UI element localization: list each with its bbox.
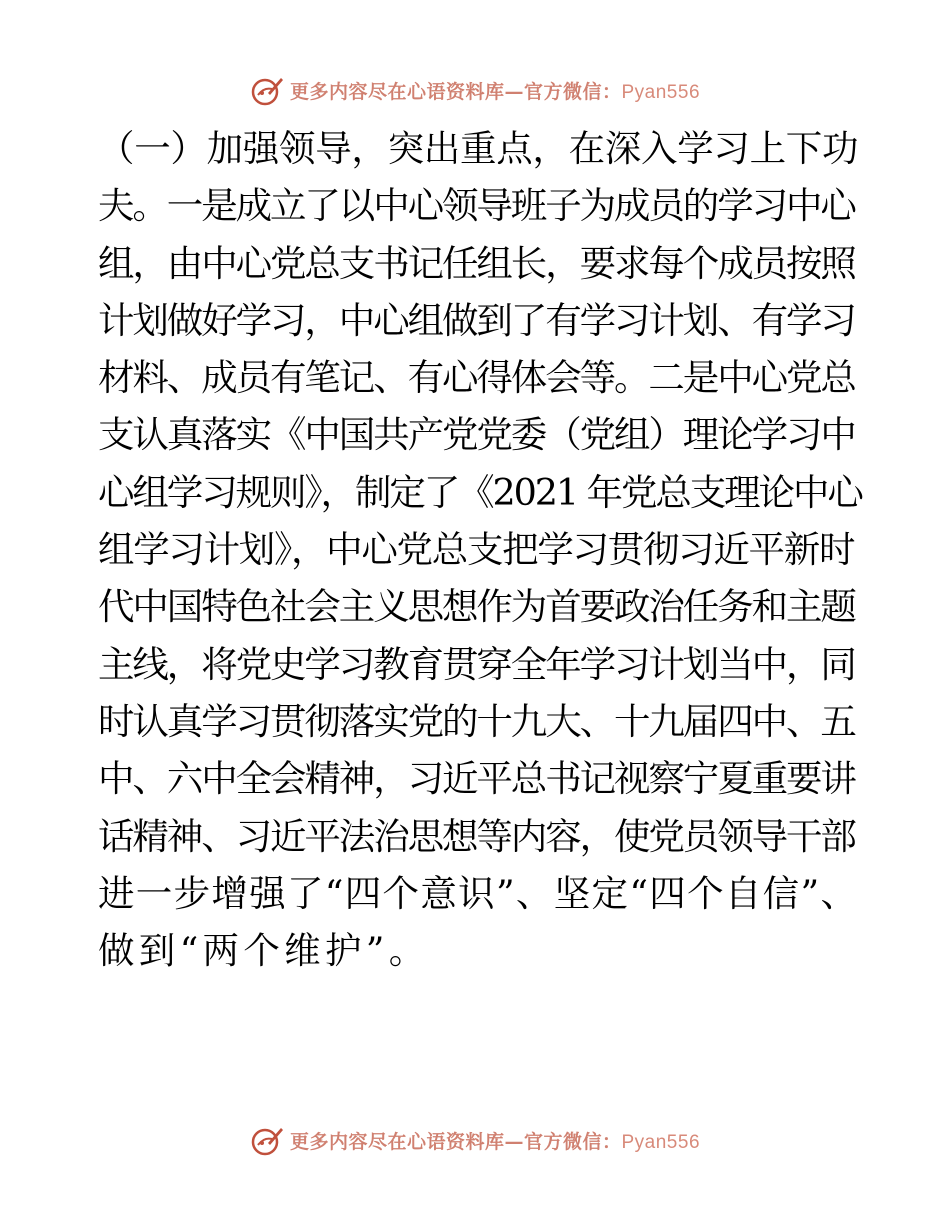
text-line: 中、六中全会精神，习近平总书记视察宁夏重要讲 <box>98 757 855 801</box>
text-line: 心组学习规则》，制定了《2021 年党总支理论中心 <box>98 470 862 514</box>
text-line: 进一步增强了“四个意识”、坚定“四个自信”、 <box>98 871 859 915</box>
text-line: 材料、成员有笔记、有心得体会等。二是中心党总 <box>98 356 855 400</box>
text-line: 夫。一是成立了以中心领导班子为成员的学习中心 <box>98 184 855 228</box>
text-line: 组，由中心党总支书记任组长，要求每个成员按照 <box>98 241 855 285</box>
text-line: 组学习计划》，中心党总支把学习贯彻习近平新时 <box>98 528 855 572</box>
text-line: 计划做好学习，中心组做到了有学习计划、有学习 <box>98 298 855 342</box>
body-paragraph <box>98 120 862 979</box>
text-line: 做到“两个维护”。 <box>98 929 430 973</box>
text-line: 支认真落实《中国共产党党委（党组）理论学习中 <box>98 413 855 457</box>
document-body <box>98 120 862 979</box>
text-line: 话精神、习近平法治思想等内容，使党员领导干部 <box>98 814 855 858</box>
header-watermark <box>0 70 950 110</box>
footer-watermark <box>0 1120 950 1160</box>
text-line: 主线，将党史学习教育贯穿全年学习计划当中，同 <box>98 642 855 686</box>
text-line: 代中国特色社会主义思想作为首要政治任务和主题 <box>98 585 855 629</box>
watermark-text: 更多内容尽在心语资料库—官方微信：Pyan556 <box>289 1130 701 1153</box>
brush-logo-icon <box>250 73 284 107</box>
text-line: （一）加强领导，突出重点，在深入学习上下功 <box>98 127 859 170</box>
brush-logo-icon <box>250 1123 284 1157</box>
text-line: 时认真学习贯彻落实党的十九大、十九届四中、五 <box>98 699 855 743</box>
watermark-text: 更多内容尽在心语资料库—官方微信：Pyan556 <box>289 80 701 103</box>
